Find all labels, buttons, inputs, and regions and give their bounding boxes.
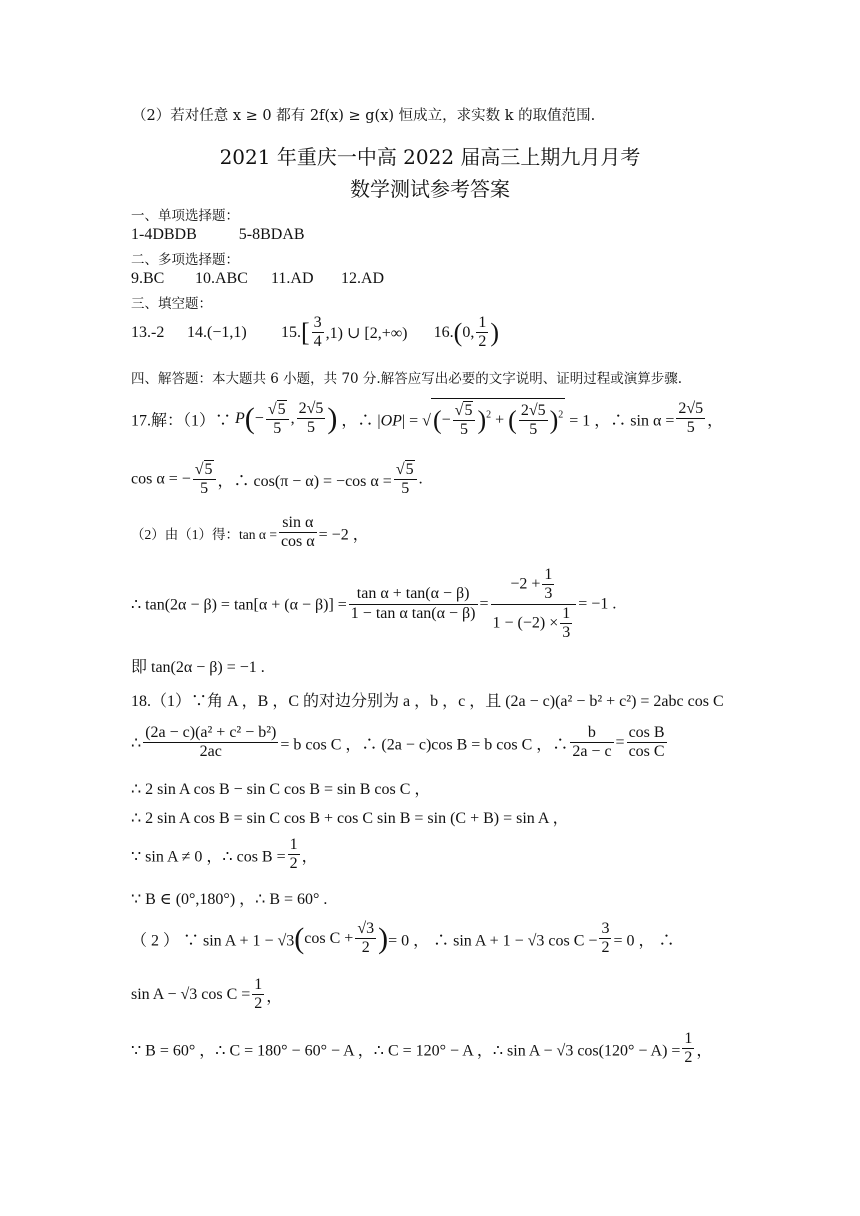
answer-10: 10.ABC xyxy=(195,270,248,287)
answer-9: 9.BC xyxy=(131,270,165,287)
answer-14-label: 14. xyxy=(187,323,207,341)
q18-line5: ∵ sin A ≠ 0 ，∴ cos B = $\frac{1}{2}$ ， xyxy=(131,836,318,873)
q17-fraction-b: $\frac{2√5}{5}$ xyxy=(298,400,324,437)
q18-line6: ∵ B ∈ (0°,180°) ，∴ B = 60° . xyxy=(131,891,328,908)
top-question: （2）若对任意 x ≥ 0 都有 2f(x) ≥ g(x) 恒成立，求实数 k 的取值范围. xyxy=(132,108,596,124)
section4-heading: 四、解答题：本大题共 6 小题，共 70 分.解答应写出必要的文字说明、证明过程或演算步骤. xyxy=(131,371,683,387)
q17-fraction-a: $\frac{√5}{5}$ xyxy=(266,400,289,439)
answer-15-fraction: $\frac{3}{4}$ xyxy=(313,314,322,351)
answer-1-4: 1-4DBDB xyxy=(131,226,197,243)
q17-conclusion: 即 tan(2α − β) = −1 . xyxy=(131,659,265,676)
section2-answers xyxy=(131,270,860,288)
q18-part2: （ 2 ） ∵ sin A + 1 − √3(cos C + $\frac{√3}{2}$ )= 0 ， ∴ sin A + 1 − √3 cos C − $\frac{3}{2}$ = 0 ， ∴ xyxy=(131,920,675,957)
section3-heading: 三、填空题： xyxy=(131,296,212,312)
q18-line2: ∴ $\frac{\text{(2a − c)(a² + c² − b²)}}{2ac}$ = b cos C ，∴ (2a − c)cos B = b cos C ，∴ $\frac{b}{2a - c}$ = $\frac{\text{cos B}}{\text{cos C}}$ xyxy=(131,724,665,761)
answer-16-label: 16. xyxy=(433,323,454,341)
section1-answers xyxy=(131,226,860,244)
answer-15-rest: ,1) ∪ [2,+∞) xyxy=(325,324,408,342)
answer-5-8: 5-8BDAB xyxy=(238,226,305,243)
answer-13: 13.-2 xyxy=(131,323,165,341)
page-title: 2021 年重庆一中高 2022 届高三上期九月月考 xyxy=(219,145,641,169)
answer-14: (−1,1) xyxy=(207,323,247,341)
q18-line1: 18.（1）∵角 A ，B ，C 的对边分别为 a ，b ，c ，且 (2a − c)(a² − b² + c²) = 2abc cos C xyxy=(131,693,724,710)
q17-prefix: 17.解：（1）∵ xyxy=(131,412,232,430)
page-subtitle: 数学测试参考答案 xyxy=(350,177,510,201)
section3-answers: 13.-2 14.(−1,1) 15.[ $\frac{3}{4}$ ,1) ∪ [2,+∞) 16.(0, $\frac{1}{2}$ ) xyxy=(131,314,500,351)
answer-16-fraction: $\frac{1}{2}$ xyxy=(478,314,487,351)
q18-line3: ∴ 2 sin A cos B − sin C cos B = sin B cos C ， xyxy=(131,781,431,798)
q18-line8: sin A − √3 cos C = $\frac{1}{2}$ ， xyxy=(131,976,283,1013)
answer-11: 11.AD xyxy=(271,270,314,287)
section2-heading: 二、多项选择题： xyxy=(131,252,239,268)
q17-line2: cos α = − $\frac{√5}{5}$ ，∴ cos(π − α) = −cos α = $\frac{√5}{5}$ . xyxy=(131,461,423,498)
q18-line4: ∴ 2 sin A cos B = sin C cos B + cos C sin B = sin (C + B) = sin A ， xyxy=(131,810,569,827)
q18-line9: ∵ B = 60° ，∴ C = 180° − 60° − A ，∴ C = 120° − A ，∴ sin A − √3 cos(120° − A) = $\frac{1}{2}$ ， xyxy=(131,1030,713,1067)
answer-15-label: 15. xyxy=(281,323,301,341)
q17-part2: （2）由（1）得：tan α = $\frac{\text{sin α}}{\text{cos α}}$ = −2 ， xyxy=(131,514,369,551)
q17-tan-line: ∴ tan(2α − β) = tan[α + (α − β)] = $\frac{\text{tan α + tan(α − β)}}{\text{1 − tan α tan(α − β)}}$ = −2 + $\frac{1}{3}$ 1 − (−2) × $\frac{1}{3}$ = −1 . xyxy=(131,566,617,642)
q17-result: = 1 ，∴ sin α = xyxy=(569,412,675,430)
q17-line1: 17.解：（1）∵ P(− $\frac{√5}{5}$ , $\frac{2√5}{5}$ ) ，∴ |OP| = √(− $\frac{√5}{5}$ )$^2$ + ( $\frac{2√5}{5}$ )$^2$ = 1 ，∴ sin α = $\frac{2√5}{5}$ ， xyxy=(131,400,724,439)
answer-12: 12.AD xyxy=(341,270,385,287)
section1-heading: 一、单项选择题： xyxy=(131,208,239,224)
